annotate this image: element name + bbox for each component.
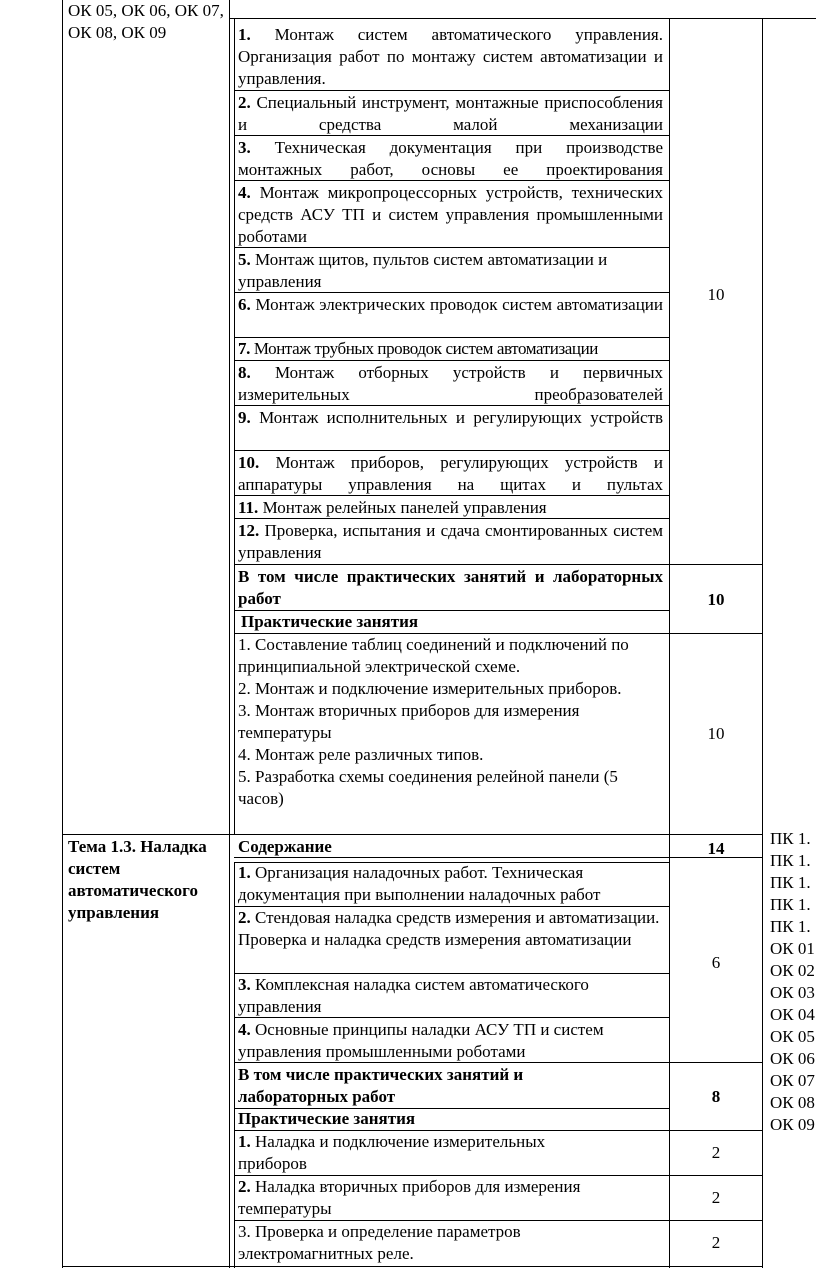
practice-list xyxy=(238,634,666,810)
competency-code: ОК 06 xyxy=(770,1049,815,1068)
competency-code: ОК 03 xyxy=(770,983,815,1002)
competency-code: ПК 1. xyxy=(770,829,811,848)
row-line xyxy=(234,90,669,91)
practice-header: В том числе практических занятий и лабораторных работ xyxy=(238,567,663,608)
border-topic-col xyxy=(229,0,230,1268)
list-item: 3. Техническая документация при производстве монтажных работ, основы ее проектирования xyxy=(238,138,664,179)
list-item: 2. Специальный инструмент, монтажные приспособления и средства малой механизации xyxy=(238,93,663,134)
row-line xyxy=(234,360,669,361)
list-item: 8. Монтаж отборных устройств и первичных измерительных преобразователей xyxy=(238,363,663,404)
hours-value: 10 xyxy=(707,285,725,304)
section-divider xyxy=(62,834,762,835)
competency-code: ОК 07 xyxy=(770,1071,815,1090)
list-item: 9. Монтаж исполнительных и регулирующих устройств xyxy=(238,408,663,427)
border-top xyxy=(229,18,816,19)
list-item: 11. Монтаж релейных панелей управления xyxy=(238,498,547,517)
practice-title: Практические занятия xyxy=(238,1109,416,1128)
practice-row-hours: 2 xyxy=(711,1143,721,1162)
list-item: 5. Разработка схемы соединения релейной панели (5 часов) xyxy=(238,767,618,808)
competency-code: ОК 09 xyxy=(770,1115,815,1134)
competency-code: ОК 02 xyxy=(770,961,815,980)
row-line xyxy=(234,564,762,565)
top-left-competencies: ОК 05, ОК 06, ОК 07, ОК 08, ОК 09 xyxy=(68,1,224,42)
practice-title: Практические занятия xyxy=(241,612,419,631)
practice-list-hours: 10 xyxy=(707,724,725,743)
list-item: 3. Монтаж вторичных приборов для измерения температуры xyxy=(238,701,580,742)
topic-title: Тема 1.3. Наладка систем автоматического управления xyxy=(68,837,207,922)
practice-hours: 10 xyxy=(707,590,725,609)
practice-row: 3. Проверка и определение параметров электромагнитных реле. xyxy=(238,1222,521,1263)
competency-code: ОК 04 xyxy=(770,1005,815,1024)
competency-code: ОК 08 xyxy=(770,1093,815,1112)
list-item: 10. Монтаж приборов, регулирующих устройств и аппаратуры управления на щитах и пультах xyxy=(238,453,663,494)
content-box-left-b xyxy=(234,862,235,1268)
practice-row: 1. Наладка и подключение измерительных приборов xyxy=(238,1132,546,1173)
border-left xyxy=(62,0,63,1268)
competency-code: ПК 1. xyxy=(770,917,811,936)
list-item: 6. Монтаж электрических проводок систем автоматизации xyxy=(238,295,663,314)
practice-row: 2. Наладка вторичных приборов для измерения температуры xyxy=(238,1177,581,1218)
list-item: 4. Монтаж микропроцессорных устройств, технических средств АСУ ТП и систем управления промышленными роботами xyxy=(238,183,663,246)
list-item: 7. Монтаж трубных проводок систем автоматизации xyxy=(238,339,598,358)
practice-header: В том числе практических занятий и лабораторных работ xyxy=(238,1065,524,1106)
list-item: 2. Стендовая наладка средств измерения и автоматизации. Проверка и наладка средств измерения автоматизации xyxy=(238,908,660,949)
items-hours: 6 xyxy=(711,953,721,972)
list-item: 1. Составление таблиц соединений и подключений по принципиальной электрической схеме. xyxy=(238,635,629,676)
border-hours-col-right xyxy=(762,18,763,1268)
list-item: 4. Основные принципы наладки АСУ ТП и систем управления промышленными роботами xyxy=(238,1020,604,1061)
list-item: 3. Комплексная наладка систем автоматического управления xyxy=(238,975,589,1016)
practice-row-hours: 2 xyxy=(711,1233,721,1252)
competency-code: ОК 01 xyxy=(770,939,815,958)
border-bottom xyxy=(62,1266,762,1267)
content-box-left-a xyxy=(234,18,235,834)
competency-list xyxy=(770,828,816,1136)
list-item: 2. Монтаж и подключение измерительных приборов. xyxy=(238,679,622,698)
row-line xyxy=(234,450,669,451)
content-hours: 14 xyxy=(707,839,725,858)
practice-hours: 8 xyxy=(711,1087,721,1106)
list-item: 1. Монтаж систем автоматического управления. Организация работ по монтажу систем автоматизации и управления. xyxy=(238,25,663,88)
list-item: 12. Проверка, испытания и сдача смонтированных систем управления xyxy=(238,521,663,562)
list-item: 5. Монтаж щитов, пультов систем автоматизации и управления xyxy=(238,250,608,291)
competency-code: ОК 05 xyxy=(770,1027,815,1046)
competency-code: ПК 1. xyxy=(770,851,811,870)
border-hours-col-left xyxy=(669,18,670,1268)
list-item: 4. Монтаж реле различных типов. xyxy=(238,745,484,764)
competency-code: ПК 1. xyxy=(770,895,811,914)
list-item: 1. Организация наладочных работ. Техническая документация при выполнении наладочных работ xyxy=(238,863,601,904)
practice-row-hours: 2 xyxy=(711,1188,721,1207)
competency-code: ПК 1. xyxy=(770,873,811,892)
content-label: Содержание xyxy=(238,837,332,856)
